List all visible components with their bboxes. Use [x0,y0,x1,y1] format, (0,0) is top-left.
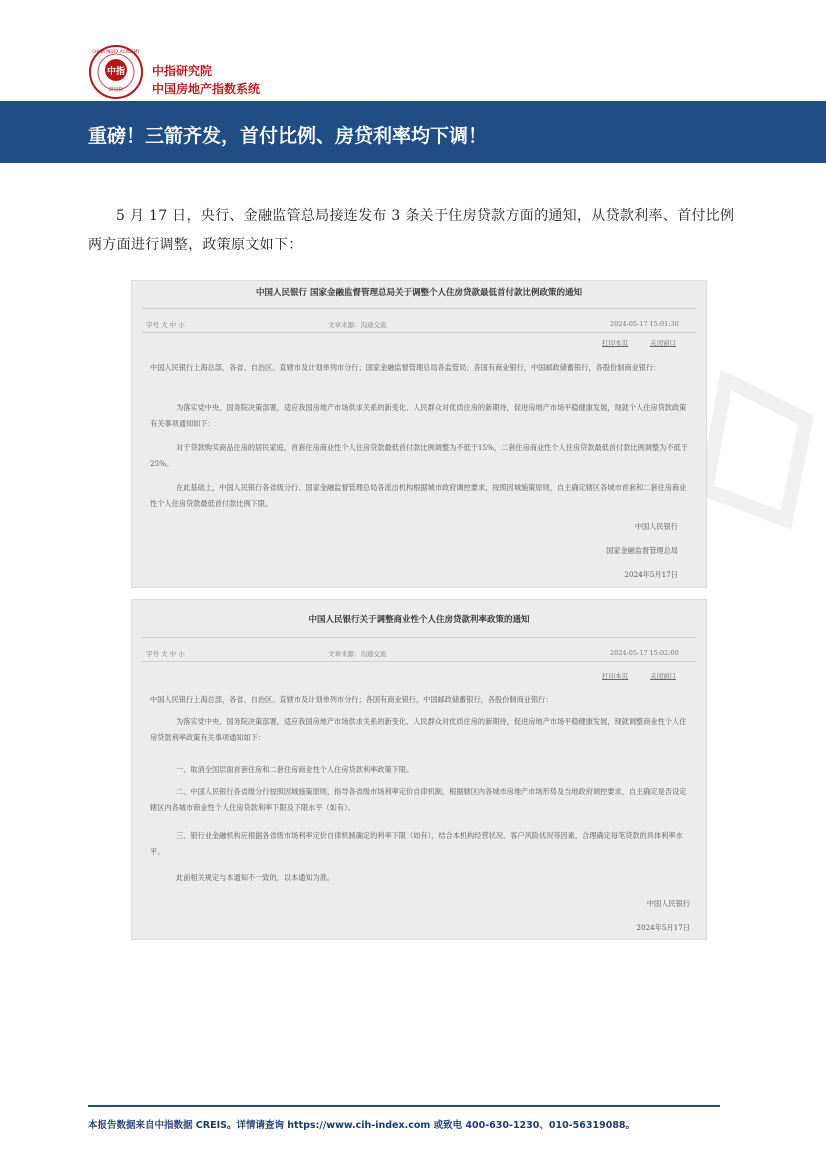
article-source: 文章来源：沟通交流 [328,650,387,658]
notice-paragraph: 三、银行业金融机构应根据各省级市场利率定价自律机制确定的利率下限（如有），结合本机构经营状况、客户风险状况等因素，合理确定每笔贷款的具体利率水平。 [150,831,683,856]
title-bar [0,101,826,163]
page-title: 重磅！三箭齐发，首付比例、房贷利率均下调！ [88,125,488,147]
notice-paragraph: 二、中国人民银行各省级分行按照因城施策原则，指导各省级市场利率定价自律机制，根据辖区内各城市房地产市场形势及当地政府调控要求，自主确定是否设定辖区内各城市商业性个人住房贷款利率下限及下限水平（如有）。 [150,787,687,812]
notice-paragraph: 在此基础上，中国人民银行各省级分行、国家金融监督管理总局各派出机构根据城市政府调控要求，按照因城施策原则，自主确定辖区各城市首套和二套住房商业性个人住房贷款最低首付款比例下限。 [150,483,687,508]
footer-divider [88,1105,720,1107]
close-window-link[interactable]: 关闭窗口 [650,672,676,680]
publish-datetime: 2024-05-17 15:02:00 [610,649,679,657]
svg-text:中指: 中指 [106,67,126,77]
notice-title: 中国人民银行 国家金融监督管理总局关于调整个人住房贷款最低首付款比例政策的通知 [256,288,582,298]
font-size-selector[interactable]: 字号 大 中 小 [146,321,185,329]
notice-paragraph: 一、取消全国层面首套住房和二套住房商业性个人住房贷款利率政策下限。 [176,765,414,774]
notice-paragraph: 此前相关规定与本通知不一致的，以本通知为准。 [176,873,335,882]
notice-title: 中国人民银行关于调整商业性个人住房贷款利率政策的通知 [308,615,530,625]
notice-paragraph: 为落实党中央、国务院决策部署，适应我国房地产市场供求关系的新变化、人民群众对优质住房的新期待，促进房地产市场平稳健康发展，现就调整商业性个人住房贷款利率政策有关事项通知如下： [150,717,687,742]
notice-paragraph: 为落实党中央、国务院决策部署，适应我国房地产市场供求关系的新变化、人民群众对优质住房的新期待，促进房地产市场平稳健康发展，现就个人住房贷款政策有关事项通知如下： [150,403,687,428]
print-page-link[interactable]: 打印本页 [602,672,628,680]
article-source: 文章来源：沟通交流 [328,321,387,329]
divider [142,637,696,638]
svg-text:研究院: 研究院 [108,87,124,93]
signature: 国家金融监督管理总局 [606,546,678,555]
intro-paragraph: 5 月 17 日，央行、金融监管总局接连发布 3 条关于住房贷款方面的通知，从贷款利率、首付比例两方面进行调整，政策原文如下： [88,208,735,253]
logo-seal-icon [88,44,144,100]
notice-image-1 [131,280,707,588]
notice-date: 2024年5月17日 [624,570,678,579]
footer-text: 本报告数据来自中指数据 CREIS。详情请查询 https://www.cih-index.com 或致电 400-630-1230、010-56319088。 [88,1120,636,1131]
notice-paragraph: 中国人民银行上海总部，各省、自治区、直辖市及计划单列市分行；各国有商业银行，中国邮政储蓄银行，各股份制商业银行： [150,695,553,704]
watermark-icon [686,360,826,540]
org-subtitle: 中国房地产指数系统 [152,82,261,96]
logo [88,44,144,100]
divider [142,332,696,333]
font-size-selector[interactable]: 字号 大 中 小 [146,650,185,658]
notice-date: 2024年5月17日 [636,923,690,932]
signature: 中国人民银行 [634,522,678,531]
divider [142,661,696,662]
publish-datetime: 2024-05-17 15:01:30 [610,320,679,328]
notice-image-2 [131,599,707,940]
close-window-link[interactable]: 关闭窗口 [650,339,676,347]
divider [142,308,696,309]
svg-text:CHINA INDEX ACADEMY: CHINA INDEX ACADEMY [92,49,140,54]
signature: 中国人民银行 [646,899,690,908]
print-page-link[interactable]: 打印本页 [602,339,628,347]
notice-paragraph: 对于贷款购买商品住房的居民家庭，首套住房商业性个人住房贷款最低首付款比例调整为不低于15%，二套住房商业性个人住房贷款最低首付款比例调整为不低于25%。 [150,443,688,468]
org-block [152,62,260,98]
org-name: 中指研究院 [152,64,213,78]
notice-paragraph: 中国人民银行上海总部，各省、自治区、直辖市及计划单列市分行；国家金融监督管理总局各监管局；各国有商业银行，中国邮政储蓄银行，各股份制商业银行： [150,363,661,372]
